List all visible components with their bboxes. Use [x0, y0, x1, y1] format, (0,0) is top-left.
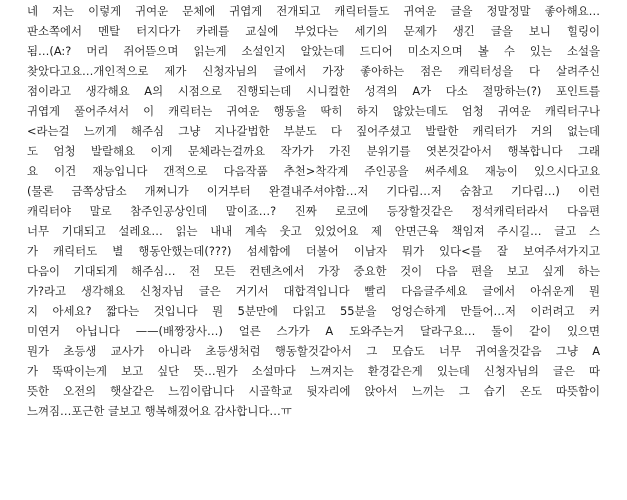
text-line: 가?라고 생각해요 신청자님 글은 거기서 대합격입니다 빨리 다음글주세요 글에서 아쉬운게 뭔 — [27, 284, 600, 298]
text-line: <라는걸 느끼게 해주심 그냥 지나갈법한 부분도 다 짚어주셨고 발랄한 캐릭터가 거의 없는데 — [27, 124, 600, 138]
text-line: 귀엽게 풀어주셔서 이 캐릭터는 귀여운 행동을 딱히 하지 않았는데도 엄청 귀여운 캐릭터구나 — [27, 104, 600, 118]
text-line: 가 뚝딱이는게 보고 싶단 뜻…뭔가 소설마다 느껴지는 환경같은게 있는데 신청자님의 글은 따 — [27, 364, 600, 378]
text-line-last: 느껴짐…포근한 글보고 행복해졌어요 감사합니다…ㅠ — [27, 404, 292, 418]
text-line: 네 저는 이렇게 귀여운 문체에 귀엽게 전개되고 캐릭터들도 귀여운 글을 정말정말 좋아해요… — [27, 4, 600, 18]
text-line: 지 아세요? 짧다는 것입니다 뭔 5분만에 다읽고 55분을 엉엉슨하게 만들어…저 이러려고 커 — [27, 304, 600, 318]
text-line: (물론 금쪽상담소 개쩌니가 이거부터 완결내주셔야함…저 기다림…저 숨참고 기다림…) 이런 — [27, 184, 600, 198]
text-line: 뭔가 초등생 교사가 아니라 초등생처럼 행동할것같아서 그 모습도 너무 귀여울것같음 그냥 A — [27, 344, 600, 358]
text-line: 뜻한 오전의 햇살같은 느낌이랍니다 시골학교 뒷자리에 앉아서 느끼는 그 습기 온도 따뜻함이 — [27, 384, 600, 398]
text-line: 판소쪽에서 멘탈 터지다가 카레를 교실에 부었다는 세기의 문제가 생긴 글을 보니 힐링이 — [27, 24, 600, 38]
text-line: 요 이건 재능입니다 갠적으로 다음작품 추천>착각계 주인공을 써주세요 재능이 있으시다고요 — [27, 164, 600, 178]
text-line: 됨…(A:? 머리 쥐어뜯으며 읽는게 소설인지 알았는데 드디어 미소지으며 볼 수 있는 소설을 — [27, 44, 600, 58]
text-line: 미연거 아닙니다 ——(배짱장사…) 얼른 스가가 A 도와주는거 달라구요… 둘이 같이 있으면 — [27, 324, 600, 338]
text-line: 도 엄청 발랄해요 이게 문체라는걸까요 작가가 가진 분위기를 엿본것같아서 행복합니다 그래 — [27, 144, 600, 158]
text-line: 점이라고 생각해요 A의 시점으로 진행되는데 시니컬한 성격의 A가 다소 절망하는(?) 포인트를 — [27, 84, 600, 98]
text-line: 가 캐릭터도 별 행동안했는데(???) 섬세함에 더불어 이남자 뭐가 있다<를 잘 보여주셔가지고 — [27, 244, 600, 258]
text-line: 찾았다고요…개인적으로 제가 신청자님의 글에서 가장 좋아하는 점은 캐릭터성을 다 살려주신 — [27, 64, 600, 78]
text-line: 캐릭터야 말로 참주인공상인데 말이죠…? 진짜 로코에 등장할것같은 정석캐릭터라서 다음편 — [27, 204, 600, 218]
text-line: 다음이 기대되게 해주심… 전 모든 컨텐츠에서 가장 중요한 것이 다음 편을 보고 싶게 하는 — [27, 264, 600, 278]
text-line: 너무 기대되고 설레요… 읽는 내내 계속 웃고 있었어요 제 안면근육 책임져 주시길… 글고 스 — [27, 224, 600, 238]
